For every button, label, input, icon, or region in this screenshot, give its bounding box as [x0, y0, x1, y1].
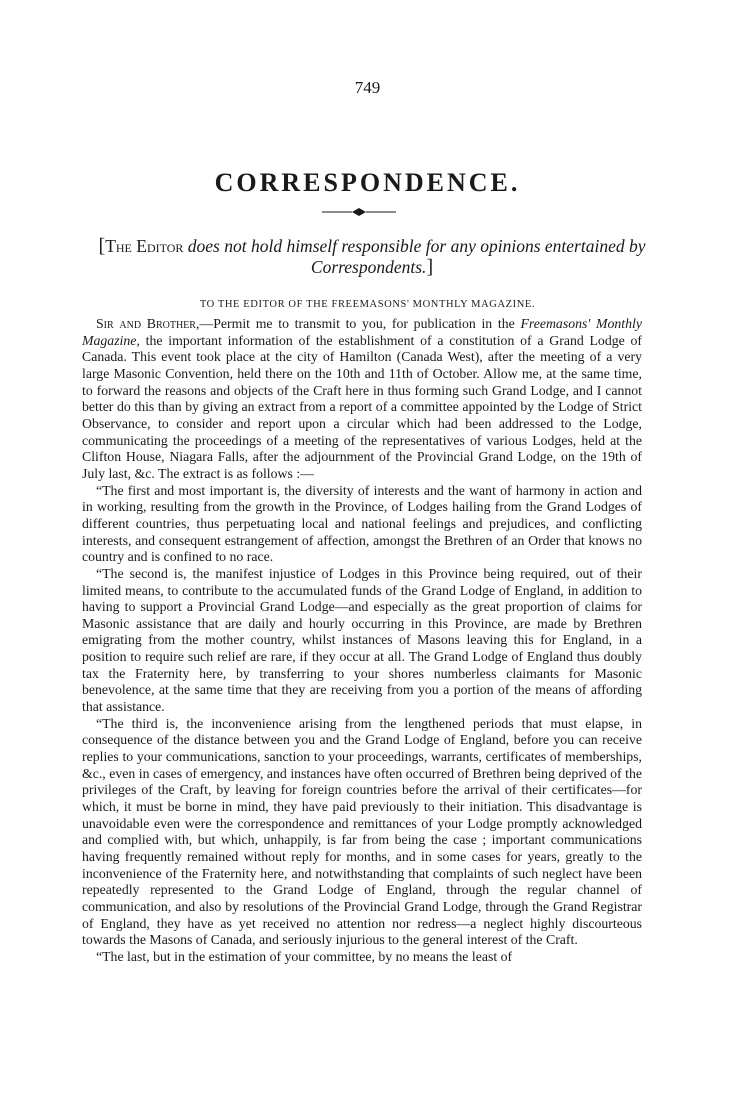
editor-disclaimer: [92, 236, 652, 278]
paragraph-3: “The second is, the manifest injustice of Lodges in this Province being required, out of their limited means, to contribute to the accumulated funds of the Grand Lodge of England, in addition to having to support a Provincial Grand Lodge—and especially as the great proportion of claims for Masonic assistance that are daily and hourly occurring in this Province, are made by Brethren emigrating from the mother country, whilst instances of Masons leaving this for England, in a position to require such relief are rare, if they occur at all. The Grand Lodge of England thus doubly tax the Fraternity here, by transferring to your shores numberless claimants for Masonic benevolence, at the same time that they are receiving from you a portion of the means of affording that assistance.: [82, 565, 642, 715]
letter-body: [82, 316, 642, 966]
diamond-rule-ornament-icon: [318, 206, 400, 218]
disclaimer-text: does not hold himself responsible for any opinions entertained by Correspondents.: [187, 236, 646, 277]
page-title: CORRESPONDENCE.: [214, 168, 521, 197]
paragraph-1: [82, 316, 642, 483]
paragraph-2: “The first and most important is, the diversity of interests and the want of harmony in action and in working, resulting from the growth in the Province, of Lodges hailing from the Grand Lodges of different countries, thus perpetuating local and national feelings and prejudices, and conflicting interests, and consequent estrangement of affection, amongst the Brethren of an Order that knows no country and is confined to no race.: [82, 482, 642, 565]
salutation: Sir and Brother,: [96, 316, 200, 331]
letter-address: TO THE EDITOR OF THE FREEMASONS' MONTHLY MAGAZINE.: [199, 299, 536, 310]
open-bracket: [: [98, 235, 106, 257]
paragraph-4: “The third is, the inconvenience arising from the lengthened periods that must elapse, in consequence of the distance between you and the Grand Lodge of England, before you can receive replies to your communications, sanction to your proceedings, warrants, certificates of memberships, &c., even in cases of emergency, and instances have often occurred of Brethren being deprived of the privileges of the Craft, by leaving for foreign countries before the arrival of their certificates—for which, it must be borne in mind, they have paid previously to their initiation. This disadvantage is unavoidable even were the correspondence and remittances of your Lodge promptly acknowledged and complied with, but which, unhappily, is far from being the case ; important communications having frequently remained without reply for months, and in some cases for years, greatly to the inconvenience of the Fraternity here, and notwithstanding that complaints of such neglect have been repeatedly represented to the Grand Lodge of England, through the regular channel of communication, and also by resolutions of the Provincial Grand Lodge, through the Grand Registrar of England, they have as yet received no attention nor redress—a neglect highly discourteous towards the Masons of Canada, and seriously injurious to the general interest of the Craft.: [82, 715, 642, 948]
the-editor-label: The Editor: [105, 236, 184, 256]
paragraph-5: “The last, but in the estimation of your committee, by no means the least of: [96, 948, 513, 964]
paragraph-1-rest: the important information of the establishment of a constitution of a Grand Lodge of Canada. This event took place at the city of Hamilton (Canada West), after the meeting of a very large Masonic Convention, held there on the 10th and 11th of October. Allow me, at the same time, to forward the reasons and objects of the Craft here in thus forming such Grand Lodge, and I cannot better do this than by giving an extract from a report of a committee appointed by the Lodge of Strict Observance, to consider and report upon a circular which had been addressed to the Lodge, communicating the proceedings of a meeting of the representatives of various Lodges, held at the Clifton House, Niagara Falls, after the adjournment of the Provincial Grand Lodge, on the 19th of July last, &c. The extract is as follows :—: [82, 332, 642, 481]
page-number: 749: [354, 78, 381, 97]
close-bracket: ]: [426, 256, 434, 278]
magazine-name: Freemasons' Monthly Magazine,: [82, 316, 642, 348]
paragraph-1-lead: —Permit me to transmit to you, for publication in the: [199, 316, 521, 331]
